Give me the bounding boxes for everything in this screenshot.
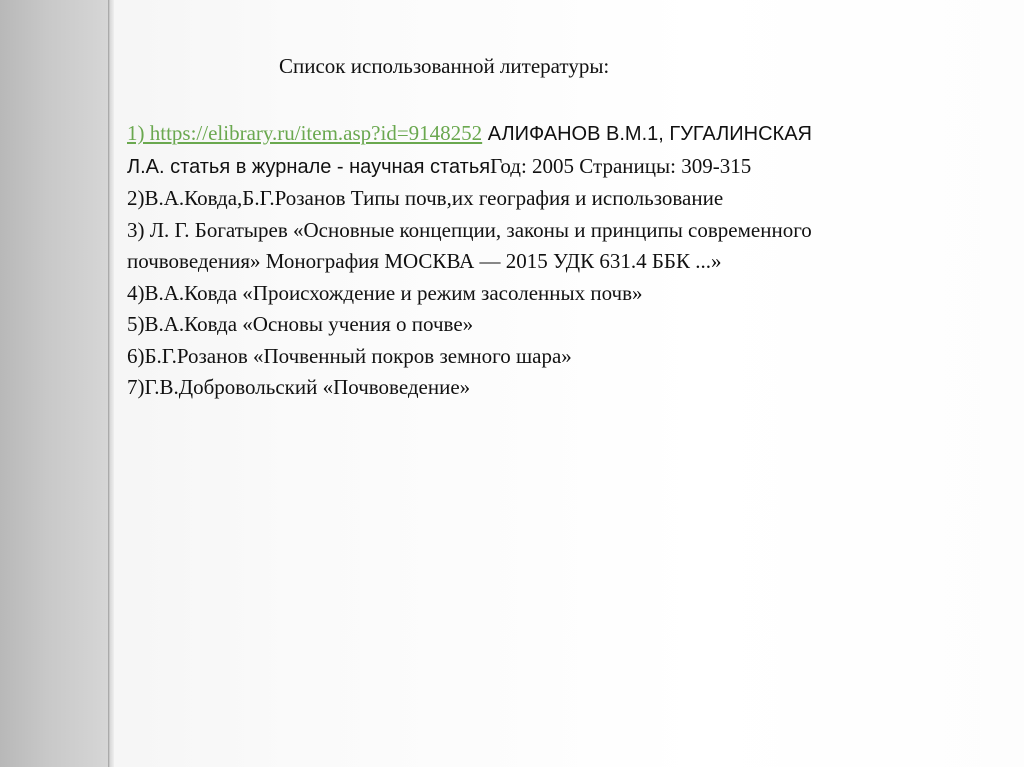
- reference-7: 7)Г.В.Добровольский «Почвоведение»: [127, 375, 471, 399]
- reference-3-line-2: почвоведения» Монография МОСКВА — 2015 УДК 631.4 ББК ...»: [127, 249, 722, 273]
- reference-2: 2)В.А.Ковда,Б.Г.Розанов Типы почв,их география и использование: [127, 186, 724, 210]
- reference-1-year-pages: Год: 2005 Страницы: 309-315: [490, 153, 752, 178]
- reference-4: 4)В.А.Ковда «Происхождение и режим засоленных почв»: [127, 280, 643, 305]
- left-bar-edge: [108, 0, 114, 767]
- slide-content: [127, 50, 1007, 404]
- reference-list: [127, 118, 1007, 404]
- reference-1-link[interactable]: 1) https://elibrary.ru/item.asp?id=9148252: [127, 121, 483, 145]
- reference-5: 5)В.А.Ковда «Основы учения о почве»: [127, 312, 474, 336]
- reference-1-details: Л.А. статья в журнале - научная статья: [127, 155, 491, 178]
- reference-3-line-1: 3) Л. Г. Богатырев «Основные концепции, законы и принципы современного: [127, 217, 812, 242]
- reference-1-line-1: [127, 118, 1007, 151]
- reference-1-line-2: [127, 151, 1007, 184]
- reference-1-authors: АЛИФАНОВ В.М.1, ГУГАЛИНСКАЯ: [482, 123, 812, 145]
- reference-6: 6)Б.Г.Розанов «Почвенный покров земного шара»: [127, 343, 572, 368]
- left-decorative-bar: [0, 0, 108, 767]
- slide-title: Список использованной литературы:: [279, 54, 610, 78]
